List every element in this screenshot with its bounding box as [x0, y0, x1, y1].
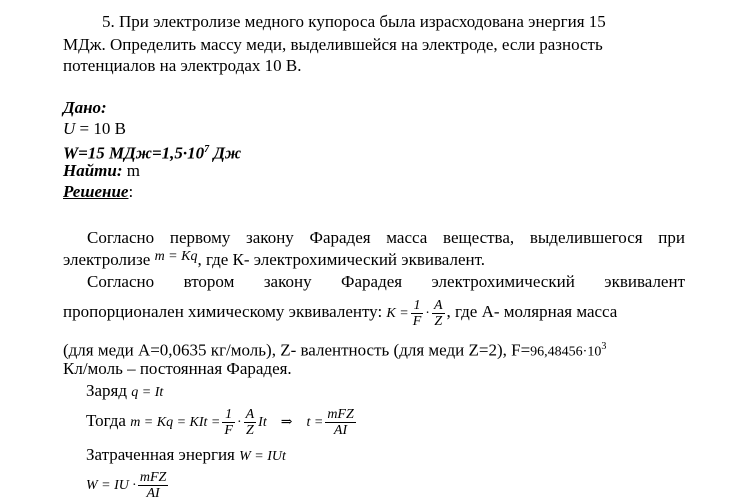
find-label: Найти:	[63, 161, 123, 180]
then-line: Тогда m = Kq = KIt = $\frac{1}{F}$ · $\frac{A}{Z}$ It ⇒ t = $\frac{\text{mFZ}}{AI}$	[86, 406, 354, 438]
then-t: t =	[306, 415, 324, 430]
then-formula: m = Kq = KIt =	[130, 415, 221, 430]
solution-label: Решение	[63, 182, 129, 201]
faraday-exponent: 3	[601, 341, 607, 352]
energy-formula: W = IUt	[239, 449, 286, 464]
then-label: Тогда	[86, 411, 131, 430]
given-heading: Дано:	[63, 98, 107, 117]
find-line	[63, 161, 140, 181]
then-fraction-a-over-z: $\frac{A}{Z}$	[245, 406, 255, 438]
final-fraction: $\frac{\text{mFZ}}{AI}$	[139, 469, 167, 501]
p1-line-2	[63, 250, 485, 272]
fraction-t: $\frac{\text{mFZ}}{AI}$	[327, 406, 354, 438]
find-value: m	[122, 161, 141, 180]
then-it: It	[258, 415, 267, 430]
problem-line-1: 5. При электролизе медного купороса была израсходована энергия 15	[102, 12, 606, 31]
p2-line-2: пропорционален химическому эквиваленту: K = $\frac{1}{F}$ · $\frac{A}{Z}$ , где А- молярная масса	[63, 297, 618, 329]
p2-line-1	[63, 272, 685, 292]
faraday-value: 96,48456·10	[530, 344, 602, 360]
final-formula-line	[86, 466, 170, 502]
formula-k: K =	[386, 306, 409, 321]
solution-colon: :	[128, 182, 134, 201]
p2-text: Согласно втором закону Фарадея электрохимический эквивалент	[87, 272, 685, 291]
energy-unit: Дж	[209, 143, 242, 163]
given-voltage	[63, 119, 126, 139]
fraction-a-over-z: $\frac{A}{Z}$	[433, 297, 443, 329]
formula-m-kq: m = Kq	[154, 249, 198, 264]
problem-line-2: МДж. Определить массу меди, выделившейся на электроде, если разность	[63, 35, 603, 54]
p1-pre: электролизе	[63, 250, 155, 269]
final-pre: W = IU ·	[86, 478, 136, 493]
voltage-value: = 10 В	[75, 119, 126, 138]
energy-label: Затраченная энергия	[86, 445, 240, 464]
solution-heading	[63, 182, 133, 202]
p2-pre: пропорционален химическому эквиваленту:	[63, 302, 387, 321]
p1-text: Согласно первому закону Фарадея масса вещества, выделившегося при	[87, 228, 685, 247]
p2-post: , где А- молярная масса	[446, 302, 618, 321]
energy-exponent: 7	[204, 144, 210, 155]
voltage-symbol: U	[63, 119, 76, 138]
charge-line	[86, 381, 163, 403]
energy-line	[86, 445, 286, 467]
charge-formula: q = It	[131, 385, 164, 400]
p4-line: Кл/моль – постоянная Фарадея.	[63, 359, 292, 378]
charge-label: Заряд	[86, 381, 132, 400]
p3-pre: (для меди А=0,0635 кг/моль), Z- валентность (для меди Z=2), F=	[63, 340, 531, 360]
energy-text: W=15 МДж=1,5·10	[63, 143, 205, 163]
p1-post: , где К- электрохимический эквивалент.	[197, 250, 485, 269]
problem-line-3: потенциалов на электродах 10 В.	[63, 56, 302, 75]
then-fraction-1-over-f: $\frac{1}{F}$	[224, 406, 233, 438]
implies-arrow: ⇒	[280, 415, 293, 430]
fraction-1-over-f: $\frac{1}{F}$	[412, 297, 422, 329]
p1-line-1	[63, 228, 685, 248]
